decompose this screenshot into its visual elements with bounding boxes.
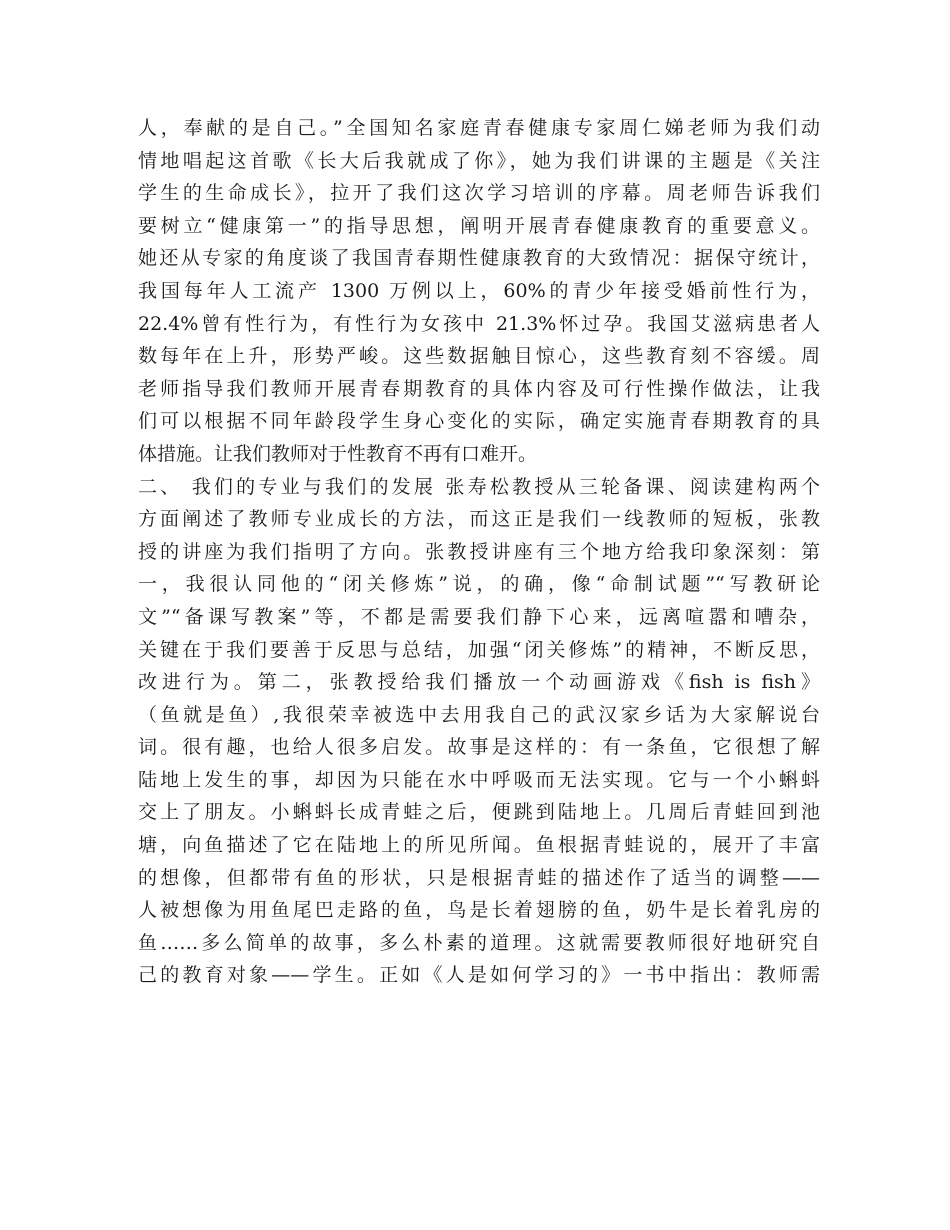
text-line: 情地唱起这首歌《长大后我就成了你》，她为我们讲课的主题是《关注 xyxy=(138,149,820,172)
text-line: 老师指导我们教师开展青春期教育的具体内容及可行性操作做法，让我 xyxy=(138,377,820,400)
text-line: 授的讲座为我们指明了方向。张教授讲座有三个地方给我印象深刻：第 xyxy=(138,540,820,563)
text-line: 文”“备课写教案”等，不都是需要我们静下心来，远离喧嚣和嘈杂， xyxy=(138,605,820,628)
body-text xyxy=(138,112,820,992)
text-line: 一，我很认同他的“闭关修炼”说，的确，像“命制试题”“写教研论 xyxy=(138,573,820,596)
text-line: 人被想像为用鱼尾巴走路的鱼，鸟是长着翅膀的鱼，奶牛是长着乳房的 xyxy=(138,899,820,922)
text-line: 我国每年人工流产 1300 万例以上，60%的青少年接受婚前性行为， xyxy=(138,279,820,302)
text-line: 22.4%曾有性行为，有性行为女孩中 21.3%怀过孕。我国艾滋病患者人 xyxy=(138,312,820,335)
text-line: 她还从专家的角度谈了我国青春期性健康教育的大致情况：据保守统计， xyxy=(138,247,820,270)
text-line: 人，奉献的是自己。”全国知名家庭青春健康专家周仁娣老师为我们动 xyxy=(138,117,820,139)
text-line: 数每年在上升，形势严峻。这些数据触目惊心，这些教育刻不容缓。周 xyxy=(138,345,820,368)
text-line: 学生的生命成长》，拉开了我们这次学习培训的序幕。周老师告诉我们 xyxy=(138,182,820,205)
text-line: 的想像，但都带有鱼的形状，只是根据青蛙的描述作了适当的调整—— xyxy=(138,866,820,889)
text-line: 鱼……多么简单的故事，多么朴素的道理。这就需要教师很好地研究自 xyxy=(138,931,820,954)
text-line: 关键在于我们要善于反思与总结，加强“闭关修炼”的精神，不断反思， xyxy=(138,638,820,661)
text-line: 己的教育对象——学生。正如《人是如何学习的》一书中指出：教师需 xyxy=(138,964,820,987)
section-heading-line: 二、 我们的专业与我们的发展 张寿松教授从三轮备课、阅读建构两个 xyxy=(138,475,820,498)
text-line: 交上了朋友。小蝌蚪长成青蛙之后，便跳到陆地上。几周后青蛙回到池 xyxy=(138,801,820,824)
text-line: 方面阐述了教师专业成长的方法，而这正是我们一线教师的短板，张教 xyxy=(138,508,820,531)
text-line: 词。很有趣，也给人很多启发。故事是这样的：有一条鱼，它很想了解 xyxy=(138,736,820,759)
text-line: 体措施。让我们教师对于性教育不再有口难开。 xyxy=(138,442,538,465)
text-line: 要树立“健康第一”的指导思想，阐明开展青春健康教育的重要意义。 xyxy=(138,214,820,237)
text-line: （鱼就是鱼）,我很荣幸被选中去用我自己的武汉家乡话为大家解说台 xyxy=(138,703,820,726)
text-line: 塘，向鱼描述了它在陆地上的所见所闻。鱼根据青蛙说的，展开了丰富 xyxy=(138,834,820,857)
text-line: 改进行为。第二，张教授给我们播放一个动画游戏《fish is fish》 xyxy=(138,671,820,694)
text-line: 们可以根据不同年龄段学生身心变化的实际，确定实施青春期教育的具 xyxy=(138,410,820,433)
text-line: 陆地上发生的事，却因为只能在水中呼吸而无法实现。它与一个小蝌蚪 xyxy=(138,768,820,791)
